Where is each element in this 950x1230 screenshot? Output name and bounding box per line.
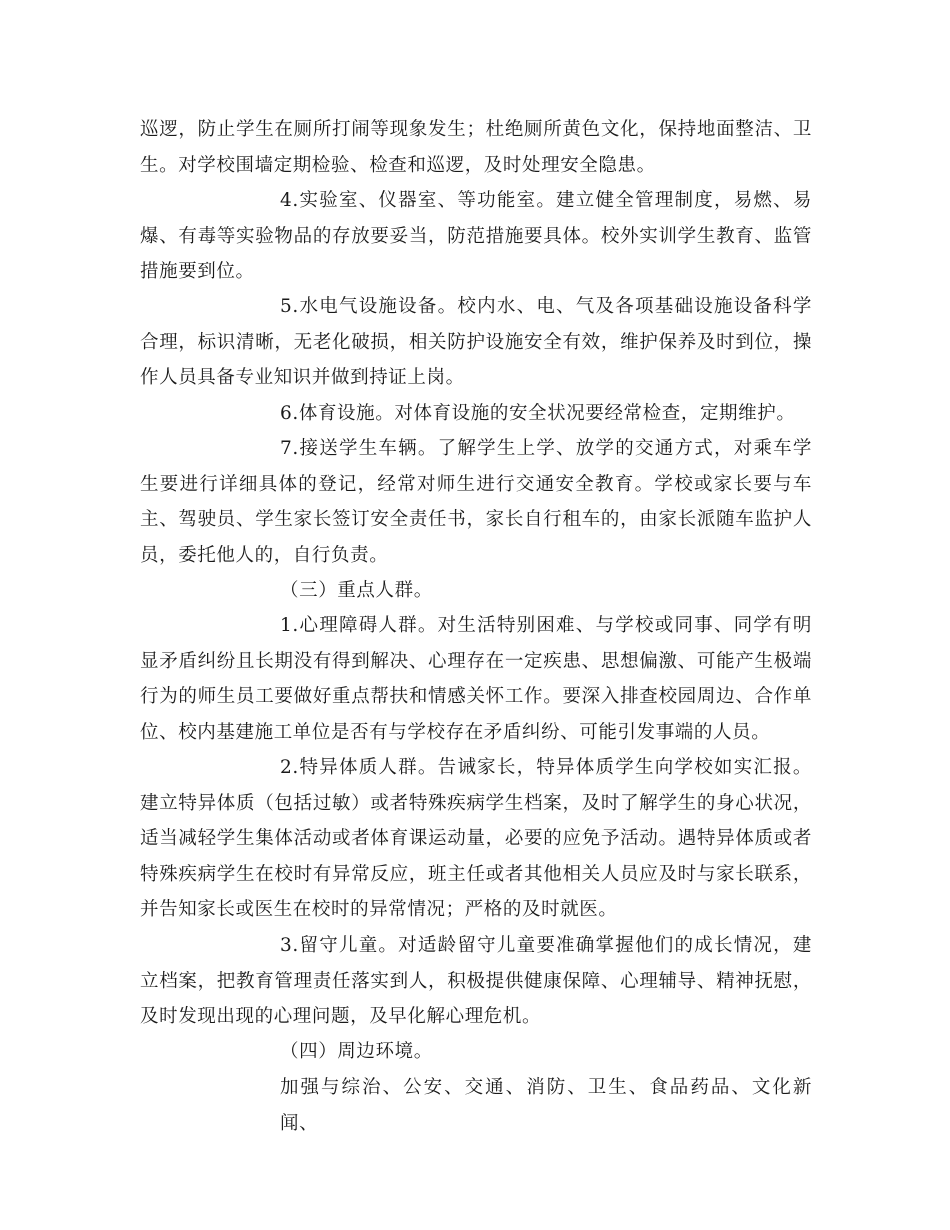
- section-heading-key-groups: （三）重点人群。: [280, 580, 433, 601]
- paragraph-sports-facilities: 6.体育设施。对体育设施的安全状况要经常检查，定期维护。: [280, 403, 796, 424]
- paragraph-psychological-groups: 1.心理障碍人群。对生活特别困难、与学校或同事、同学有明显矛盾纠纷且长期没有得到解决、心理存在一定疾患、思想偏激、可能产生极端行为的师生员工要做好重点帮扶和情感关怀工作。要深入排查校园周边、合作单位、校内基建施工单位是否有与学校存在矛盾纠纷、可能引发事端的人员。: [140, 615, 812, 743]
- paragraph-special-constitution: 2.特异体质人群。告诫家长，特异体质学生向学校如实汇报。建立特异体质（包括过敏）或者特殊疾病学生档案，及时了解学生的身心状况，适当减轻学生集体活动或者体育课运动量，必要的应免予活动。遇特异体质或者特殊疾病学生在校时有异常反应，班主任或者其他相关人员应及时与家长联系，并告知家长或医生在校时的异常情况；严格的及时就医。: [140, 757, 812, 920]
- paragraph-cooperation: 加强与综治、公安、交通、消防、卫生、食品药品、文化新闻、: [280, 1077, 812, 1134]
- paragraph-school-vehicles: 7.接送学生车辆。了解学生上学、放学的交通方式，对乘车学生要进行详细具体的登记，经常对师生进行交通安全教育。学校或家长要与车主、驾驶员、学生家长签订安全责任书，家长自行租车的，由家长派随车监护人员，委托他人的，自行负责。: [140, 438, 812, 566]
- paragraph-left-behind-children: 3.留守儿童。对适龄留守儿童要准确掌握他们的成长情况，建立档案，把教育管理责任落实到人，积极提供健康保障、心理辅导、精神抚慰，及时发现出现的心理问题，及早化解心理危机。: [140, 935, 812, 1027]
- paragraph-utilities: 5.水电气设施设备。校内水、电、气及各项基础设施设备科学合理，标识清晰，无老化破损，相关防护设施安全有效，维护保养及时到位，操作人员具备专业知识并做到持证上岗。: [140, 296, 812, 388]
- paragraph-toilet-wall-patrol: 巡逻，防止学生在厕所打闹等现象发生；杜绝厕所黄色文化，保持地面整洁、卫生。对学校围墙定期检验、检查和巡逻，及时处理安全隐患。: [140, 119, 812, 176]
- section-heading-surroundings: （四）周边环境。: [280, 1041, 433, 1062]
- paragraph-laboratory: 4.实验室、仪器室、等功能室。建立健全管理制度，易燃、易爆、有毒等实验物品的存放要妥当，防范措施要具体。校外实训学生教育、监管措施要到位。: [140, 190, 812, 282]
